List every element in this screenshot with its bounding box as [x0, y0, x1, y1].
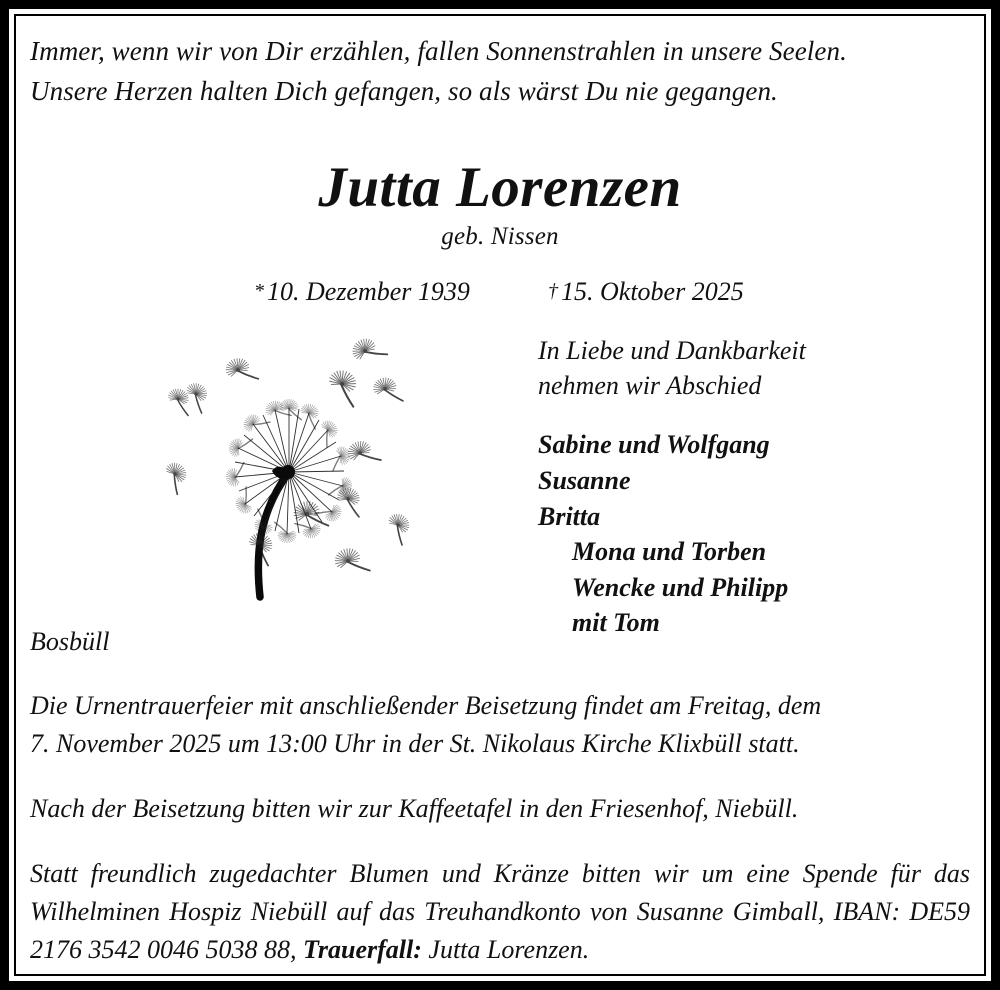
- family-name: mit Tom: [572, 608, 660, 638]
- family-intro-line-1: In Liebe und Dankbarkeit: [538, 336, 806, 366]
- epigraph: [30, 32, 970, 112]
- family-intro-line-2: nehmen wir Abschied: [538, 370, 762, 400]
- place-name: Bosbüll: [30, 627, 110, 657]
- family-name: Wencke und Philipp: [572, 572, 789, 602]
- family-name: Britta: [538, 501, 601, 531]
- lower-text: [30, 627, 970, 969]
- deceased-name: Jutta Lorenzen: [318, 155, 682, 219]
- birth-date: [254, 277, 470, 307]
- birth-date-text: 10. Dezember 1939: [267, 277, 470, 307]
- service-line-1: Die Urnentrauerfeier mit anschließender Beisetzung findet am Freitag, dem: [30, 691, 822, 721]
- family-names-list: [538, 427, 968, 641]
- epigraph-line-2: Unsere Herzen halten Dich gefangen, so als wärst Du nie gegangen.: [30, 75, 778, 106]
- dates-row: [30, 277, 970, 311]
- death-date: [548, 277, 744, 307]
- service-line-2: 7. November 2025 um 13:00 Uhr in der St. Nikolaus Kirche Klixbüll statt.: [30, 729, 800, 759]
- maiden-name: geb. Nissen: [441, 223, 559, 251]
- family-name: Susanne: [538, 465, 631, 495]
- epigraph-line-1: Immer, wenn wir von Dir erzählen, fallen Sonnenstrahlen in unsere Seelen.: [30, 36, 847, 66]
- donation-text-after: Jutta Lorenzen.: [421, 934, 590, 964]
- donation-label: Trauerfall:: [303, 934, 422, 964]
- family-intro: [538, 334, 968, 403]
- service-details: [30, 687, 970, 763]
- dandelion-illustration: [152, 329, 432, 614]
- notice-content: [16, 16, 984, 974]
- reception-note: Nach der Beisetzung bitten wir zur Kaffeetafel in den Friesenhof, Niebüll.: [30, 794, 799, 824]
- donation-text-before: Statt freundlich zugedachter Blumen und Kränze bitten wir um eine Spende für das Wilhelminen Hospiz Niebüll auf das Treuhandkonto von Susanne Gimball, IBAN: DE59 2176 3542 0046 5038 88,: [30, 859, 970, 964]
- name-block: [30, 155, 970, 251]
- donation-note: [30, 855, 970, 969]
- illustration-and-family: [30, 329, 970, 638]
- family-block: [538, 334, 968, 641]
- family-name: Sabine und Wolfgang: [538, 430, 770, 460]
- family-name: Mona und Torben: [572, 537, 767, 567]
- death-cross-icon: †: [548, 280, 558, 303]
- birth-star-icon: *: [254, 280, 264, 303]
- death-date-text: 15. Oktober 2025: [561, 277, 744, 307]
